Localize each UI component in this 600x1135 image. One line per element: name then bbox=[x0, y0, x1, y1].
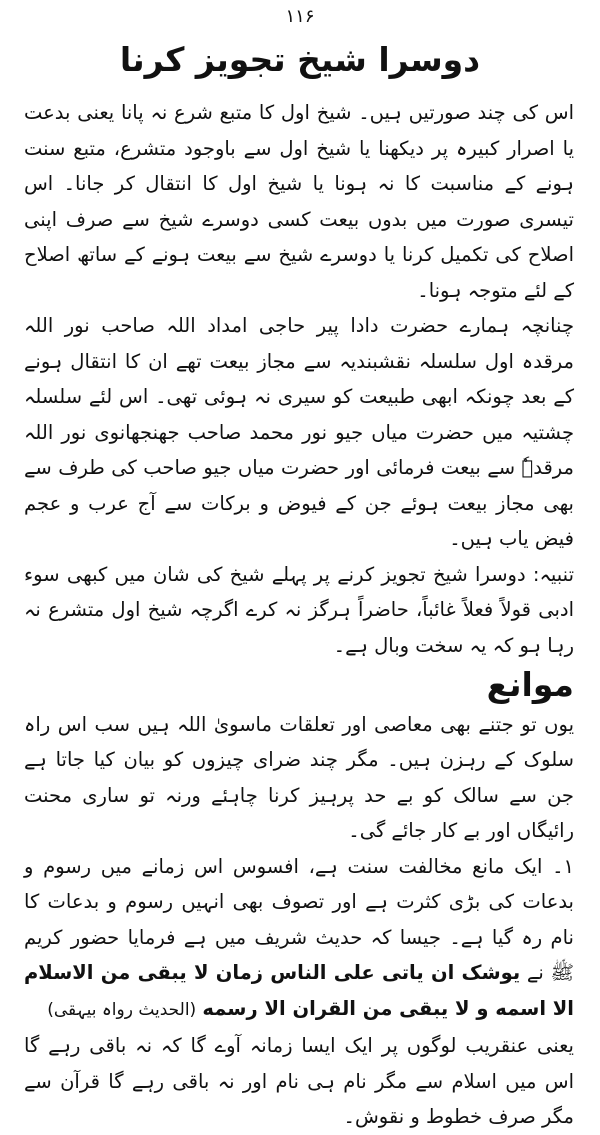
paragraph-circumstances: اس کی چند صورتیں ہیں۔ شیخ اول کا متبع شرع نہ پانا یعنی بدعت یا اصرار کبیرہ پر دیکھنا یا شیخ اول سے باوجود متشرع، متبع سنت ہونے کے مناسبت کا نہ ہونا یا شیخ اول کا انتقال کر جانا۔ اس تیسری صورت میں بدوں بیعت کسی دوسرے شیخ سے صرف اپنی اصلاح کی تکمیل کرنا یا دوسرے شیخ سے بیعت ہونے کے ساتھ اصلاح کے لئے متوجہ ہونا۔ bbox=[24, 101, 574, 302]
paragraph-obstacles-intro: یوں تو جتنے بھی معاصی اور تعلقات ماسویٰ اللہ ہیں سب اس راہ سلوک کے رہزن ہیں۔ مگر چند ضرای چیزوں کو بیان کیا جاتا ہے جن سے سالک کو بے حد پرہیز کرنا چاہئے ورنہ تو ساری محنت رائیگاں اور بے کار جائے گی۔ bbox=[24, 712, 574, 843]
section-title-second-shaikh: دوسرا شیخ تجویز کرنا bbox=[119, 40, 481, 79]
paragraph-first-obstacle bbox=[24, 849, 574, 1029]
section-title-obstacles: موانع bbox=[486, 665, 574, 704]
hadith-text: یوشک ان یاتی علی الناس زمان لا یبقی من الاسلام الا اسمه و لا یبقی من القران الا رسمه bbox=[24, 961, 574, 1020]
first-obstacle-text: ۱۔ ایک مانع مخالفت سنت ہے، افسوس اس زمانے میں رسوم و بدعات کی بڑی کثرت ہے اور تصوف بھی انہیں رسوم و بدعات کا نام رہ گیا ہے۔ جیسا کہ حدیث شریف میں ہے فرمایا حضور کریم ﷺ نے bbox=[24, 854, 575, 985]
paragraph-hadith-translation: یعنی عنقریب لوگوں پر ایک ایسا زمانہ آوے گا کہ نہ باقی رہے گا اس میں اسلام سے مگر نام ہی نام اور نہ باقی رہے گا قرآن سے مگر صرف خطوط و نقوش۔ bbox=[24, 1034, 574, 1129]
main-text-block bbox=[24, 95, 574, 1135]
hadith-reference: (الحدیث رواہ بیہقی) bbox=[47, 999, 197, 1020]
paragraph-example-haji-imdadullah: چنانچہ ہمارے حضرت دادا پیر حاجی امداد اللہ صاحب نور اللہ مرقدہ اول سلسلہ نقشبندیہ سے مجاز بیعت تھے ان کا انتقال ہونے کے بعد چونکہ ابھی طبیعت کو سیری نہ ہوئی تھی۔ اس لئے سلسلہ چشتیہ میں حضرت میاں جیو نور محمد صاحب جھنجھانوی نور اللہ مرقدہٗ سے بیعت فرمائی اور حضرت میاں جیو صاحب کی طرف سے بھی مجاز بیعت ہوئے جن کے فیوض و برکات سے آج عرب و عجم فیض یاب ہیں۔ bbox=[24, 314, 574, 550]
paragraph-warning-note: تنبیہ: دوسرا شیخ تجویز کرنے پر پہلے شیخ کی شان میں کبھی سوء ادبی قولاً فعلاً غائباً، حاضراً ہرگز نہ کرے اگرچہ شیخ اول متشرع نہ رہا ہو کہ یہ سخت وبال ہے۔ bbox=[24, 562, 574, 657]
page-number: ۱۱۶ bbox=[285, 6, 315, 27]
